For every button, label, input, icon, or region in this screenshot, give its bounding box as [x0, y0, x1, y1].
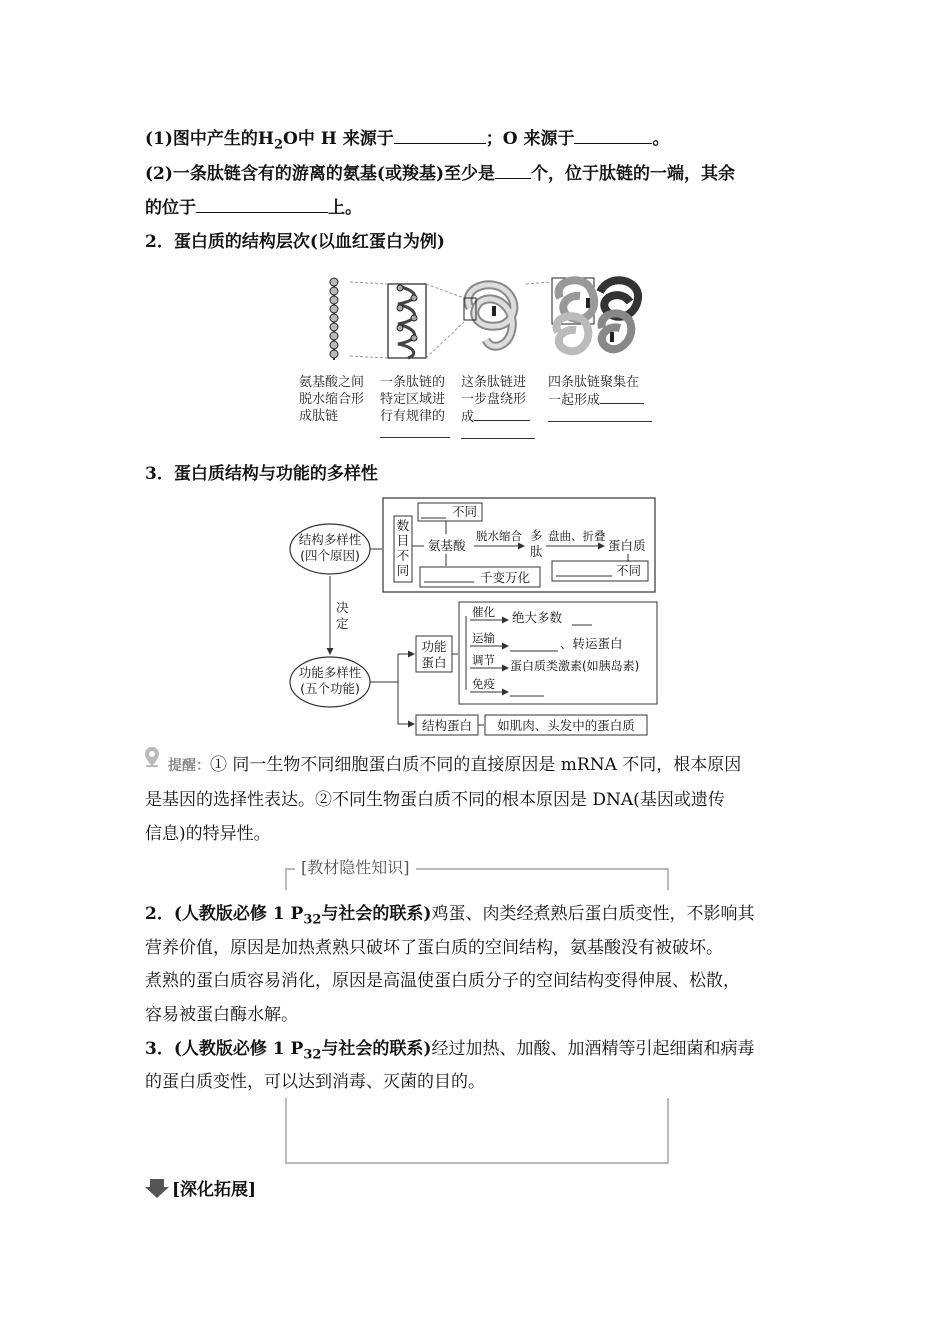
svg-text:免疫: 免疫	[472, 677, 495, 691]
answer-blank[interactable]	[196, 194, 328, 213]
deep-extension-title: [深化拓展]	[172, 1180, 257, 1200]
answer-blank[interactable]	[495, 160, 531, 179]
svg-text:不: 不	[396, 548, 410, 563]
svg-text:盘曲、折叠: 盘曲、折叠	[548, 529, 606, 543]
svg-text:数: 数	[396, 518, 410, 533]
knowledge-3-line2: 的蛋白质变性，可以达到消毒、灭菌的目的。	[145, 1072, 485, 1092]
svg-text:蛋白: 蛋白	[421, 655, 447, 670]
hidden-knowledge-title: [教材隐性知识]	[295, 856, 416, 880]
caption-secondary: 一条肽链的 特定区域进 行有规律的	[380, 374, 458, 438]
protein-structure-figure	[290, 268, 670, 368]
svg-text:功能: 功能	[421, 639, 447, 654]
section-3-title: 3．蛋白质结构与功能的多样性	[145, 464, 378, 484]
svg-text:结构多样性: 结构多样性	[298, 532, 362, 547]
section-2-title: 2．蛋白质的结构层次(以血红蛋白为例)	[145, 232, 445, 252]
svg-text:调节: 调节	[472, 653, 495, 667]
svg-text:如肌肉、头发中的蛋白质: 如肌肉、头发中的蛋白质	[497, 718, 635, 733]
answer-blank[interactable]	[548, 411, 652, 422]
reminder-line3: 信息)的特异性。	[145, 824, 271, 844]
quaternary-structure-image	[552, 278, 638, 351]
svg-text:催化: 催化	[472, 605, 495, 619]
question-2-line2: 的位于 上。	[145, 194, 362, 220]
caption-quaternary: 四条肽链聚集在 一起形成	[548, 374, 658, 422]
reminder-line1: 提醒：① 同一生物不同细胞蛋白质不同的直接原因是 mRNA 不同，根本原因	[168, 755, 742, 775]
svg-text:、转运蛋白: 、转运蛋白	[560, 636, 623, 651]
amino-acid-chain-image	[330, 278, 338, 360]
question-1: (1)图中产生的$H_2O$中 H 来源于 ；O 来源于 。	[145, 125, 669, 157]
answer-blank[interactable]	[474, 410, 530, 421]
diversity-diagram	[286, 494, 662, 740]
svg-text:决: 决	[336, 600, 349, 615]
question-2-line1: (2)一条肽链含有的游离的氨基(或羧基)至少是 个，位于肽链的一端，其余	[145, 160, 735, 186]
svg-text:不同: 不同	[452, 504, 478, 519]
answer-blank[interactable]	[394, 125, 486, 144]
answer-blank[interactable]	[600, 393, 644, 404]
knowledge-2-line4: 容易被蛋白酶水解。	[145, 1005, 298, 1025]
answer-blank[interactable]	[380, 427, 450, 438]
svg-text:不同: 不同	[616, 563, 642, 578]
secondary-structure-image	[388, 284, 426, 358]
svg-text:运输: 运输	[472, 631, 495, 645]
svg-text:氨基酸: 氨基酸	[428, 538, 466, 553]
caption-primary: 氨基酸之间 脱水缩合形 成肽链	[299, 375, 365, 424]
svg-text:定: 定	[336, 616, 349, 631]
down-arrow-icon	[144, 1177, 170, 1199]
svg-text:目: 目	[396, 533, 410, 548]
svg-text:肽: 肽	[530, 544, 543, 559]
svg-text:(四个原因): (四个原因)	[300, 548, 360, 563]
svg-text:千变万化: 千变万化	[480, 570, 531, 585]
hidden-knowledge-frame-bottom	[285, 1098, 669, 1164]
answer-blank[interactable]	[574, 125, 652, 144]
knowledge-2-line1: 2．(人教版必修 1 $P_{32}$与社会的联系)鸡蛋、肉类经煮熟后蛋白质变性，不影响其	[145, 904, 755, 928]
svg-text:功能多样性: 功能多样性	[298, 665, 362, 680]
svg-text:蛋白质: 蛋白质	[608, 538, 646, 553]
answer-blank[interactable]	[461, 428, 535, 439]
reminder-line2: 是基因的选择性表达。②不同生物蛋白质不同的根本原因是 DNA(基因或遗传	[145, 790, 725, 810]
svg-text:多: 多	[530, 528, 543, 543]
svg-text:蛋白质类激素(如胰岛素): 蛋白质类激素(如胰岛素)	[510, 659, 640, 673]
caption-tertiary: 这条肽链进 一步盘绕形 成	[461, 374, 539, 439]
svg-text:(五个功能): (五个功能)	[300, 681, 360, 696]
svg-text:脱水缩合: 脱水缩合	[476, 529, 522, 543]
knowledge-2-line3: 煮熟的蛋白质容易消化，原因是高温使蛋白质分子的空间结构变得伸展、松散，	[145, 971, 740, 991]
svg-text:结构蛋白: 结构蛋白	[421, 718, 473, 733]
knowledge-3-line1: 3．(人教版必修 1 $P_{32}$与社会的联系)经过加热、加酸、加酒精等引起细菌和病毒	[145, 1039, 755, 1063]
knowledge-2-line2: 营养价值，原因是加热煮熟只破坏了蛋白质的空间结构，氨基酸没有被破坏。	[145, 938, 723, 958]
tertiary-structure-image	[464, 285, 514, 346]
svg-text:绝大多数: 绝大多数	[512, 610, 563, 625]
svg-text:同: 同	[396, 563, 410, 578]
location-pin-icon	[144, 746, 160, 768]
